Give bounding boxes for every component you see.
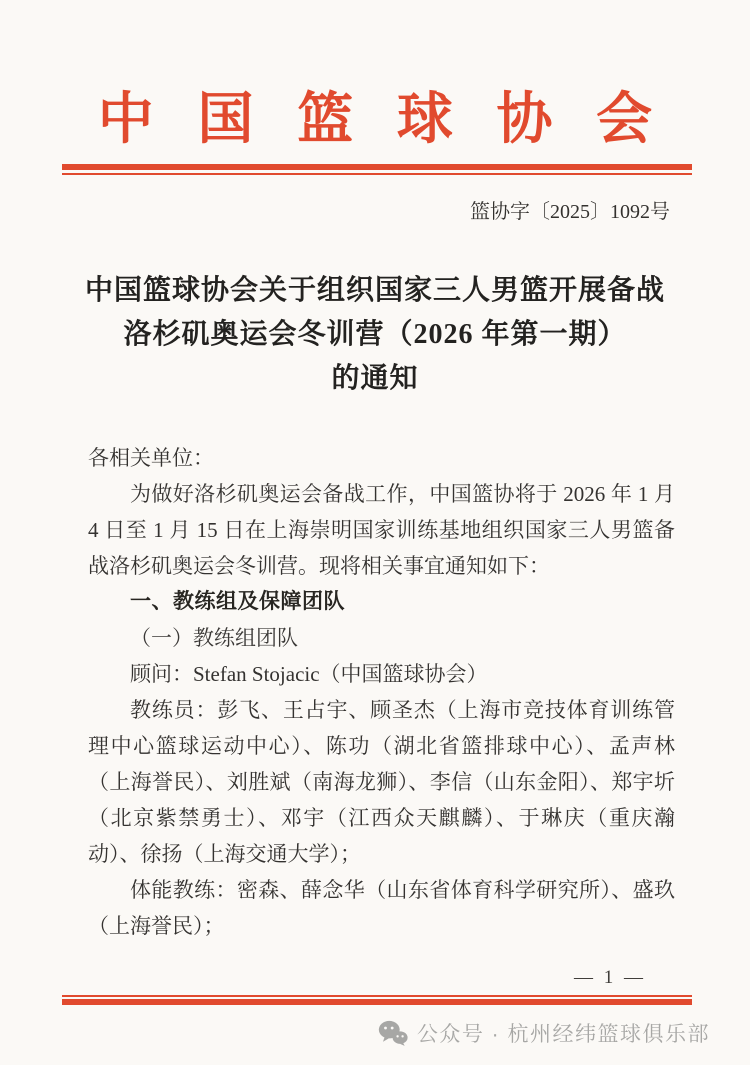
watermark xyxy=(378,1018,710,1048)
section-1-heading: 一、教练组及保障团队 xyxy=(130,590,345,613)
header-rule-thin xyxy=(62,173,692,175)
coaches-line: 教练员：彭飞、王占宇、顾圣杰（上海市竞技体育训练管理中心篮球运动中心）、陈功（湖北省篮排球中心）、孟声林（上海誉民）、刘胜斌（南海龙狮）、李信（山东金阳）、郑宇圻（北京紫禁勇士）、邓宇（江西众天麒麟）、于琳庆（重庆瀚动）、徐扬（上海交通大学）； xyxy=(88,698,675,866)
salutation: 各相关单位： xyxy=(88,446,214,470)
watermark-text: 公众号 · 杭州经纬篮球俱乐部 xyxy=(416,1023,710,1046)
notice-title-line-1: 中国篮球协会关于组织国家三人男篮开展备战 xyxy=(84,275,665,306)
notice-body xyxy=(88,440,675,944)
intro-paragraph: 为做好洛杉矶奥运会备战工作，中国篮协将于 2026 年 1 月 4 日至 1 月 15 日在上海崇明国家训练基地组织国家三人男篮备战洛杉矶奥运会冬训营。现将相关事宜通知如下： xyxy=(88,482,675,578)
footer-rule xyxy=(62,995,692,1005)
notice-title xyxy=(0,269,750,401)
page-number: — 1 — xyxy=(574,967,646,988)
notice-title-line-2: 洛杉矶奥运会冬训营（2026 年第一期） xyxy=(123,319,627,350)
advisor-line: 顾问：Stefan Stojacic（中国篮球协会） xyxy=(130,662,488,686)
wechat-icon xyxy=(378,1020,408,1046)
footer-rule-thick xyxy=(62,999,692,1005)
notice-title-line-3: 的通知 xyxy=(331,363,419,394)
fitness-coaches-line: 体能教练：密森、薛念华（山东省体育科学研究所）、盛玖（上海誉民）； xyxy=(88,878,675,938)
doc-number: 篮协字〔2025〕1092号 xyxy=(470,201,670,223)
header-rule xyxy=(62,164,692,175)
section-1-subheading: （一）教练组团队 xyxy=(130,626,298,650)
org-name: 中国篮球协会 xyxy=(97,89,696,151)
